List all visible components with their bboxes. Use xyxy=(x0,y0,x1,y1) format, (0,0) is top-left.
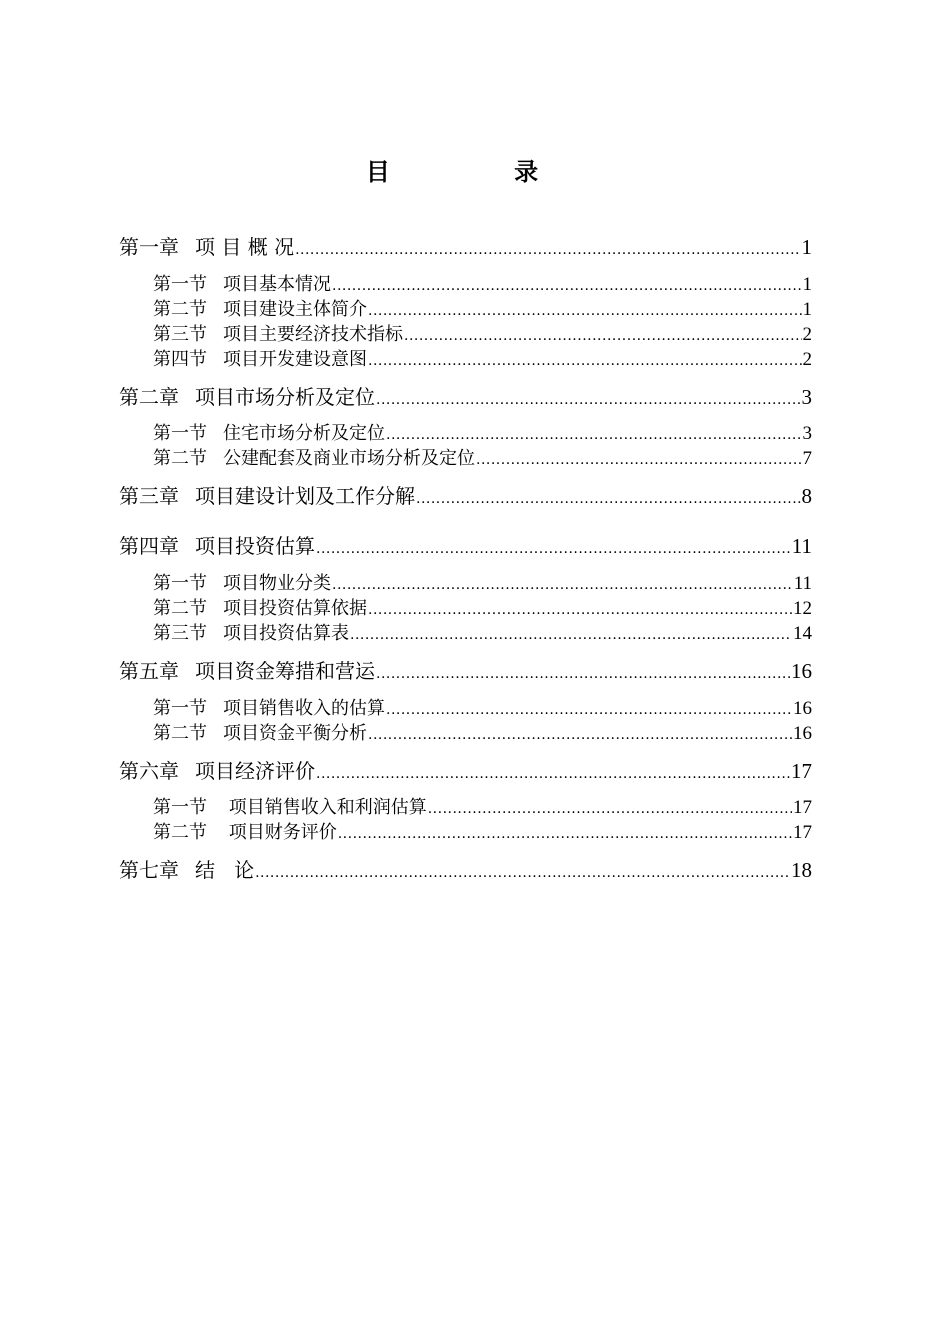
toc-entry-page: 1 xyxy=(802,274,812,295)
page-title: 目 录 xyxy=(365,158,597,186)
toc-entry-page: 18 xyxy=(791,858,812,882)
toc-entry[interactable] xyxy=(153,347,812,373)
toc-entry[interactable] xyxy=(119,483,812,509)
toc-entry-page: 3 xyxy=(801,385,812,409)
dot-leader xyxy=(316,536,791,562)
toc-entry-number: 第四章 xyxy=(119,534,179,558)
toc-entry-number: 第六章 xyxy=(119,759,179,783)
toc-entry-title: 项目主要经济技术指标 xyxy=(223,324,403,345)
dot-leader xyxy=(416,486,801,512)
toc-entry-page: 7 xyxy=(802,448,812,469)
toc-entry-title: 项目开发建设意图 xyxy=(223,349,367,370)
toc-entry-number: 第二节 xyxy=(153,448,207,469)
toc-entry-page: 11 xyxy=(791,534,812,558)
toc-entry[interactable] xyxy=(153,297,812,323)
toc-entry[interactable] xyxy=(119,533,812,559)
toc-entry-number: 第一节 xyxy=(153,423,207,444)
dot-leader xyxy=(404,323,802,349)
toc-entry-page: 17 xyxy=(793,797,812,818)
toc-entry[interactable] xyxy=(153,621,812,647)
toc-entry-number: 第一节 xyxy=(153,797,207,818)
toc-entry[interactable] xyxy=(119,234,812,260)
toc-entry-page: 1 xyxy=(802,299,812,320)
toc-entry-page: 17 xyxy=(793,822,812,843)
toc-entry-title: 公建配套及商业市场分析及定位 xyxy=(223,448,475,469)
toc-entry-number: 第一节 xyxy=(153,274,207,295)
toc-entry-title: 项目投资估算表 xyxy=(223,623,349,644)
toc-entry-number: 第一章 xyxy=(119,235,179,259)
toc-entry-page: 3 xyxy=(802,423,812,444)
toc-entry[interactable] xyxy=(153,571,812,597)
dot-leader xyxy=(476,447,802,473)
toc-entry-title: 项目市场分析及定位 xyxy=(195,385,375,409)
toc-entry-title: 住宅市场分析及定位 xyxy=(223,423,385,444)
toc-entry-title: 结 论 xyxy=(195,858,255,882)
toc-entry-title: 项目投资估算 xyxy=(195,534,315,558)
toc-entry-number: 第七章 xyxy=(119,858,179,882)
toc-entry[interactable] xyxy=(153,322,812,348)
toc-entry-page: 12 xyxy=(793,598,812,619)
toc-entry-number: 第二节 xyxy=(153,598,207,619)
toc-entry-page: 8 xyxy=(801,484,812,508)
toc-entry-title: 项目经济评价 xyxy=(195,759,315,783)
toc-entry-number: 第一节 xyxy=(153,573,207,594)
toc-entry-number: 第二节 xyxy=(153,822,207,843)
dot-leader xyxy=(376,661,790,687)
dot-leader xyxy=(368,722,792,748)
dot-leader xyxy=(255,860,790,886)
dot-leader xyxy=(332,572,793,598)
toc-entry-number: 第四节 xyxy=(153,349,207,370)
toc-entry-page: 16 xyxy=(791,659,812,683)
toc-entry-title: 项目投资估算依据 xyxy=(223,598,367,619)
toc-entry-page: 2 xyxy=(802,324,812,345)
toc-entry-page: 16 xyxy=(793,723,812,744)
toc-entry-title: 项目销售收入的估算 xyxy=(223,698,385,719)
toc-entry-title: 项目建设计划及工作分解 xyxy=(195,484,415,508)
toc-entry-number: 第二节 xyxy=(153,723,207,744)
toc-entry-title: 项目建设主体简介 xyxy=(223,299,367,320)
dot-leader xyxy=(368,348,802,374)
dot-leader xyxy=(368,298,802,324)
toc-entry-title: 项目资金筹措和营运 xyxy=(195,659,375,683)
dot-leader xyxy=(386,422,802,448)
toc-entry-page: 11 xyxy=(793,573,812,594)
toc-entry[interactable] xyxy=(119,384,812,410)
toc-entry-title: 项 目 概 况 xyxy=(195,235,295,259)
toc-entry-title: 项目物业分类 xyxy=(223,573,331,594)
toc-entry[interactable] xyxy=(119,658,812,684)
toc-entry-number: 第二节 xyxy=(153,299,207,320)
dot-leader xyxy=(368,597,792,623)
toc-entry-number: 第二章 xyxy=(119,385,179,409)
toc-entry-number: 第三章 xyxy=(119,484,179,508)
toc-entry-page: 2 xyxy=(802,349,812,370)
dot-leader xyxy=(386,697,792,723)
toc-entry-title: 项目资金平衡分析 xyxy=(223,723,367,744)
toc-entry[interactable] xyxy=(153,721,812,747)
toc-entry-page: 1 xyxy=(801,235,812,259)
toc-entry-number: 第三节 xyxy=(153,623,207,644)
toc-entry[interactable] xyxy=(153,421,812,447)
dot-leader xyxy=(428,796,792,822)
dot-leader xyxy=(350,622,792,648)
toc-entry-page: 17 xyxy=(791,759,812,783)
toc-entry[interactable] xyxy=(153,696,812,722)
toc-entry[interactable] xyxy=(153,820,812,846)
dot-leader xyxy=(376,387,801,413)
toc-entry[interactable] xyxy=(153,795,812,821)
toc-entry-number: 第三节 xyxy=(153,324,207,345)
toc-entry[interactable] xyxy=(153,446,812,472)
toc-entry-title: 项目销售收入和利润估算 xyxy=(223,797,427,818)
toc-entry-page: 16 xyxy=(793,698,812,719)
toc-entry-page: 14 xyxy=(793,623,812,644)
dot-leader xyxy=(332,273,802,299)
toc-entry-title: 项目基本情况 xyxy=(223,274,331,295)
dot-leader xyxy=(338,821,792,847)
toc-entry[interactable] xyxy=(153,272,812,298)
dot-leader xyxy=(316,761,790,787)
dot-leader xyxy=(295,237,800,263)
toc-entry[interactable] xyxy=(153,596,812,622)
toc-entry-number: 第一节 xyxy=(153,698,207,719)
toc-entry[interactable] xyxy=(119,857,812,883)
toc-entry-number: 第五章 xyxy=(119,659,179,683)
toc-entry-title: 项目财务评价 xyxy=(223,822,337,843)
toc-entry[interactable] xyxy=(119,758,812,784)
